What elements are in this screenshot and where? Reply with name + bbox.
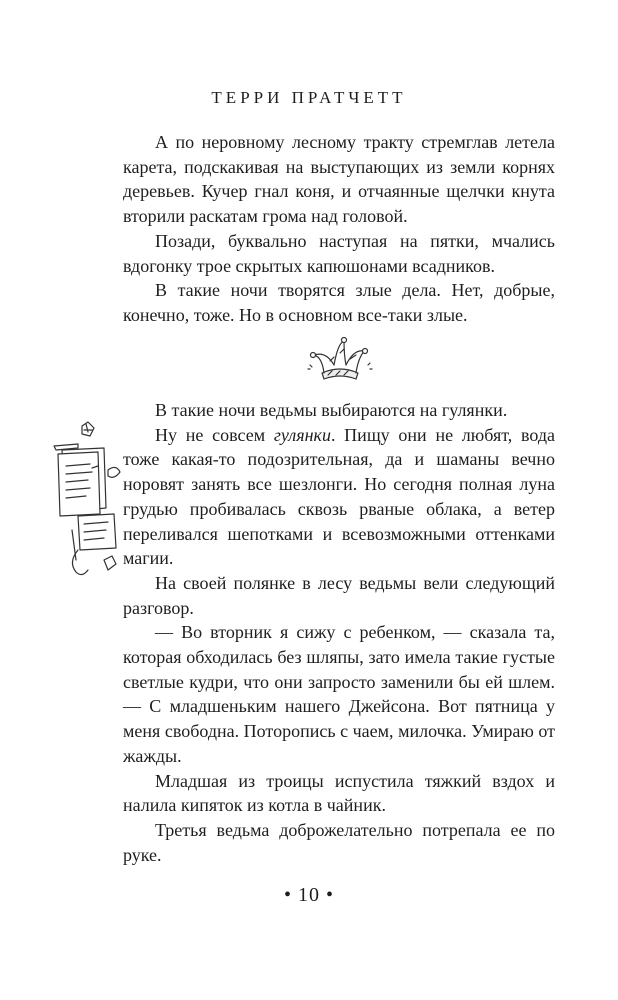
paragraph: В такие ночи творятся злые дела. Нет, добрые, конечно, тоже. Но в основном все-таки злые.: [123, 280, 555, 325]
paragraph-text: . Пищу они не любят, вода тоже какая-то подозрительная, да и шаманы вечно норовят занять все шезлонги. Но сегодня полная луна грудью пробивалась сквозь рваные облака, а ветер переливался шепотками и всевозможными оттенками магии.: [123, 424, 555, 569]
running-header: ТЕРРИ ПРАТЧЕТТ: [211, 88, 407, 107]
paragraph: — Во вторник я сижу с ребенком, — сказала та, которая обходилась без шляпы, зато имела такие густые светлые кудри, что они запросто заменили бы ей шлем. — С младшеньким нашего Джейсона. Вот пятница у меня свободна. Поторопись с чаем, милочка. Умираю от жажды.: [123, 622, 555, 766]
paragraph: На своей полянке в лесу ведьмы вели следующий разговор.: [123, 572, 555, 618]
jester-hat-icon: [300, 335, 380, 385]
paragraph: Третья ведьма доброжелательно потрепала ее по руке.: [123, 819, 555, 865]
paragraph: В такие ночи ведьмы выбираются на гулянки.: [155, 400, 508, 420]
paragraph-text: Ну не совсем: [155, 424, 274, 445]
paragraph: А по неровному лесному тракту стремглав летела карета, подскакивая на выступающих из земли корнях деревьев. Кучер гнал коня, и отчаянные щелчки кнута вторили раскатам грома над головой.: [123, 132, 555, 227]
paragraph: Позади, буквально наступая на пятки, мчались вдогонку трое скрытых капюшонами всадников.: [123, 230, 555, 276]
text-block-bottom: [123, 398, 555, 867]
italic-word: гулянки: [273, 424, 331, 445]
paragraph: [123, 423, 555, 571]
text-block-top: [123, 130, 555, 328]
paragraph: Младшая из троицы испустила тяжкий вздох и налила кипяток из котла в чайник.: [123, 770, 555, 816]
page-number: • 10 •: [283, 884, 334, 906]
scroll-papers-doodle-icon: [48, 420, 128, 582]
